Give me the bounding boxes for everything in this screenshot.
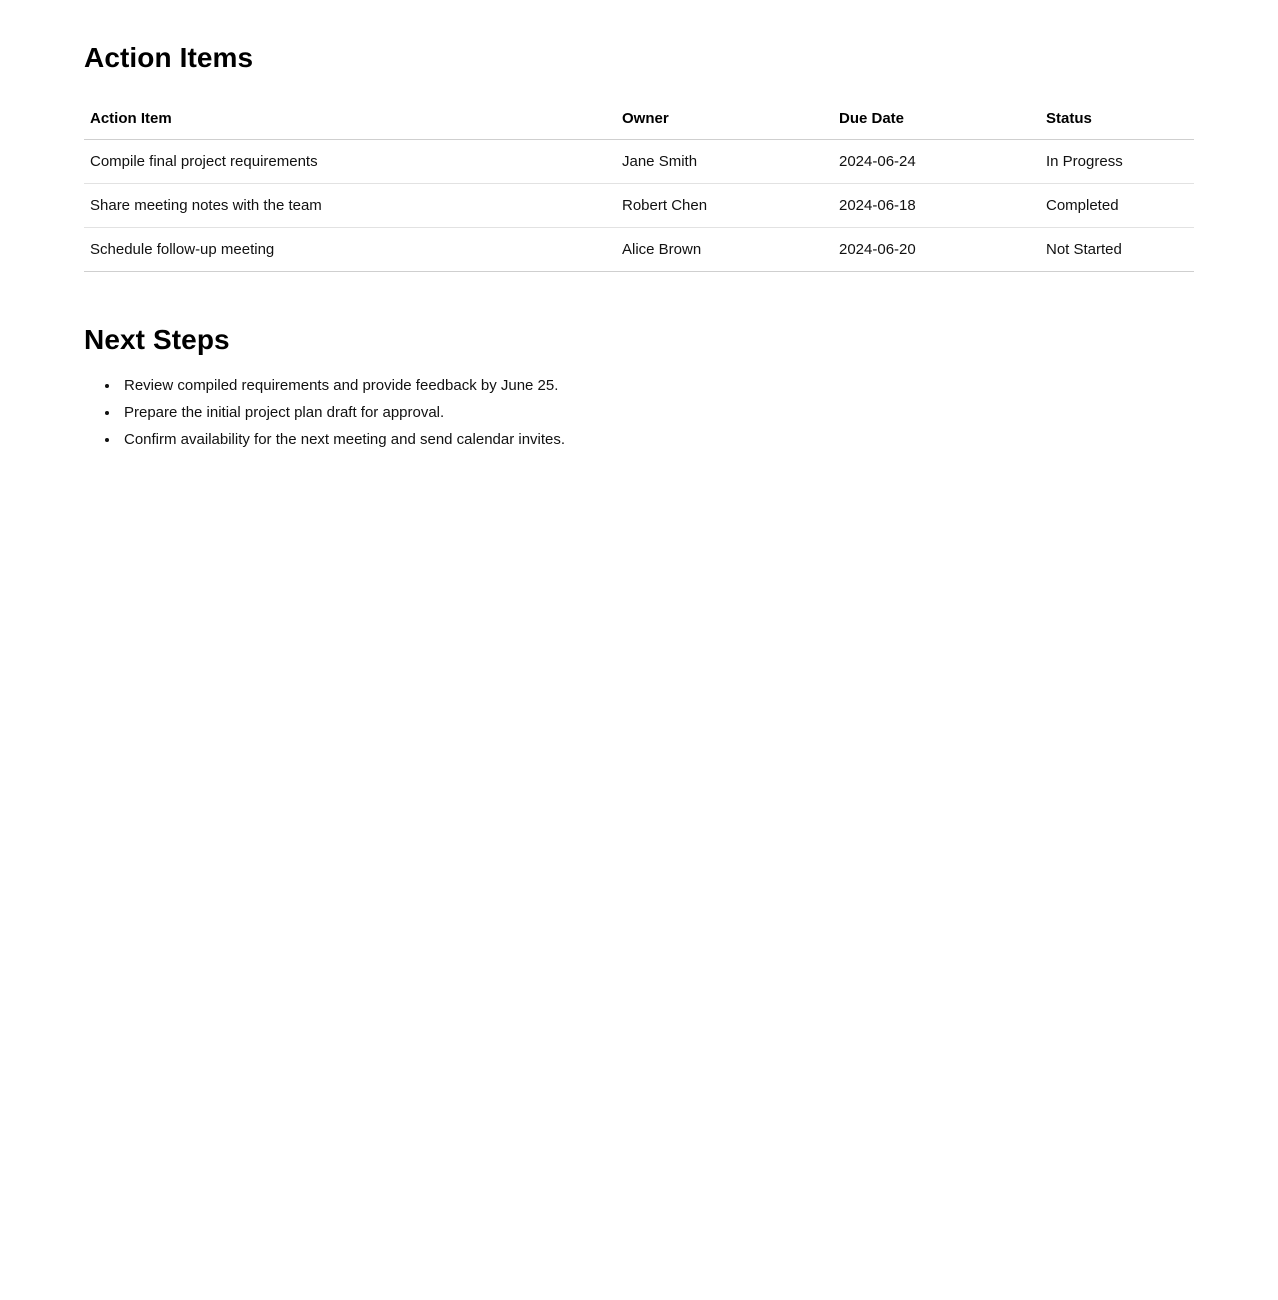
column-header-status: Status [1040, 100, 1194, 140]
table-header-row [84, 100, 1194, 140]
document-page [0, 0, 1278, 487]
list-item: • Prepare the initial project plan draft for approval. [120, 405, 1194, 420]
page-title-action-items: Action Items [84, 42, 254, 73]
table-row [84, 228, 1194, 272]
cell-action-item: Share meeting notes with the team [84, 184, 616, 228]
status-badge: Completed [1040, 184, 1194, 228]
table-row [84, 140, 1194, 184]
cell-action-item: Schedule follow-up meeting [84, 228, 616, 272]
cell-owner: Robert Chen [616, 184, 833, 228]
page-title-next-steps: Next Steps [84, 324, 230, 355]
cell-action-item: Compile final project requirements [84, 140, 616, 184]
column-header-action-item: Action Item [84, 100, 616, 140]
list-item: • Confirm availability for the next meeting and send calendar invites. [120, 432, 1194, 447]
cell-due-date: 2024-06-18 [833, 184, 1040, 228]
status-badge: Not Started [1040, 228, 1194, 272]
cell-due-date: 2024-06-20 [833, 228, 1040, 272]
action-items-table [84, 100, 1194, 272]
table-row [84, 184, 1194, 228]
cell-owner: Alice Brown [616, 228, 833, 272]
cell-owner: Jane Smith [616, 140, 833, 184]
next-steps-list [84, 378, 1194, 447]
column-header-owner: Owner [616, 100, 833, 140]
list-item: • Review compiled requirements and provide feedback by June 25. [120, 378, 1194, 393]
cell-due-date: 2024-06-24 [833, 140, 1040, 184]
column-header-due-date: Due Date [833, 100, 1040, 140]
status-badge: In Progress [1040, 140, 1194, 184]
